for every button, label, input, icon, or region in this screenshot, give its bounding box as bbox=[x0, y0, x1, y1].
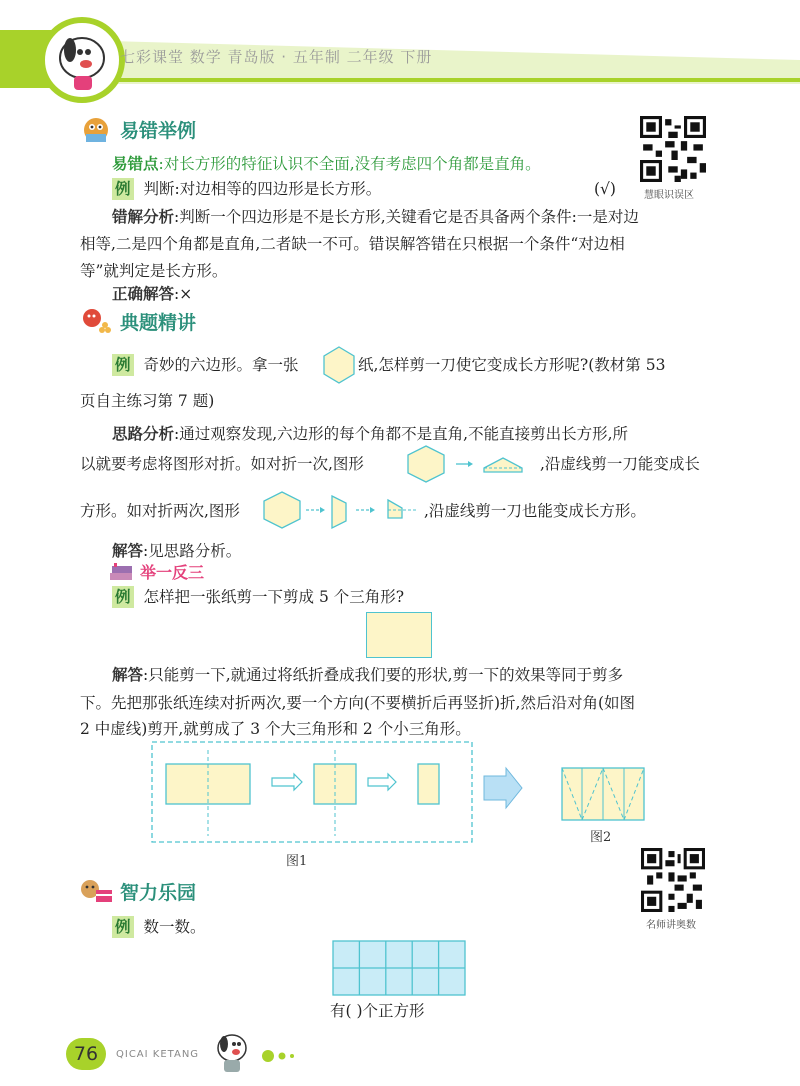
mistake-example bbox=[112, 176, 381, 203]
classic-thinking-text: :通过观察发现,六边形的每个角都不是直角,不能直接剪出长方形,所 bbox=[174, 425, 629, 443]
classic-example-text-a: 奇妙的六边形。拿一张 bbox=[143, 356, 299, 374]
classic-thinking-line1 bbox=[112, 421, 628, 448]
section-mistakes-title: 易错举例 bbox=[120, 119, 197, 142]
mistake-point-text: :对长方形的特征认识不全面,没有考虑四个角都是直角。 bbox=[158, 155, 541, 173]
figure1-label: 图1 bbox=[286, 854, 308, 869]
classic-thinking-line2a: 以就要考虑将图形对折。如对折一次,图形 bbox=[80, 455, 364, 473]
fold-twice-diagram bbox=[262, 488, 422, 532]
folding-figures bbox=[150, 740, 650, 846]
extend-answer-line3: 2 中虚线)剪开,就剪成了 3 个大三角形和 2 个小三角形。 bbox=[80, 720, 471, 738]
page-number: 76 bbox=[66, 1038, 106, 1070]
dog-mascot-icon bbox=[210, 1030, 310, 1076]
classic-answer-label: 解答 bbox=[112, 542, 144, 560]
mistake-analysis-label: 错解分析 bbox=[112, 208, 175, 226]
qr-code-icon[interactable] bbox=[640, 116, 706, 182]
section-extend-title: 举一反三 bbox=[140, 563, 205, 582]
puzzle-answer-blank[interactable]: 有( )个正方形 bbox=[330, 1002, 425, 1020]
section-extend-head bbox=[108, 560, 204, 583]
qr-bottom-label: 名师讲奥数 bbox=[646, 920, 696, 931]
qr-top-label: 慧眼识误区 bbox=[644, 190, 694, 201]
extend-example bbox=[112, 584, 404, 611]
mistake-example-text: 判断:对边相等的四边形是长方形。 bbox=[143, 180, 382, 198]
extend-answer-line1 bbox=[112, 662, 623, 689]
section-puzzle-title: 智力乐园 bbox=[120, 881, 197, 904]
mistake-analysis-line1 bbox=[112, 204, 639, 231]
puzzle-example bbox=[112, 914, 206, 941]
section-classic-head bbox=[78, 306, 196, 336]
extend-answer-text: :只能剪一下,就通过将纸折叠成我们要的形状,剪一下的效果等同于剪多 bbox=[143, 666, 624, 684]
mistake-point bbox=[112, 151, 541, 178]
book-stack-icon bbox=[108, 561, 136, 583]
example-badge: 例 bbox=[112, 916, 134, 938]
mistake-analysis-line3: 等”就判定是长方形。 bbox=[80, 262, 228, 280]
apple-pyramid-icon bbox=[78, 306, 114, 336]
header-title: 七彩课堂 数学 青岛版 · 五年制 二年级 下册 bbox=[120, 48, 433, 66]
example-badge: 例 bbox=[112, 586, 134, 608]
classic-thinking-line2b: ,沿虚线剪一刀能变成长 bbox=[540, 455, 700, 473]
figure2-label: 图2 bbox=[590, 830, 612, 845]
paper-rectangle-figure bbox=[366, 612, 432, 658]
footer-brand: QICAI KETANG bbox=[116, 1049, 200, 1060]
fold-once-diagram bbox=[406, 442, 538, 486]
classic-example-text-b: 纸,怎样剪一刀使它变成长方形呢?(教材第 53 bbox=[358, 356, 666, 374]
mistake-point-label: 易错点 bbox=[112, 155, 159, 173]
mistake-example-mark: (√) bbox=[594, 180, 616, 198]
qr-code-icon[interactable] bbox=[640, 848, 706, 912]
owl-reading-icon bbox=[78, 114, 114, 144]
mistake-answer-label: 正确解答 bbox=[112, 285, 175, 303]
section-puzzle-head bbox=[78, 876, 196, 906]
extend-example-text: 怎样把一张纸剪一下剪成 5 个三角形? bbox=[143, 588, 405, 606]
section-classic-title: 典题精讲 bbox=[120, 311, 197, 334]
extend-answer-label: 解答 bbox=[112, 666, 144, 684]
mistake-analysis-text: :判断一个四边形是不是长方形,关键看它是否具备两个条件:一是对边 bbox=[174, 208, 639, 226]
mistake-analysis-line2: 相等,二是四个角都是直角,二者缺一不可。错误解答错在只根据一个条件“对边相 bbox=[80, 235, 625, 253]
classic-thinking-label: 思路分析 bbox=[112, 425, 175, 443]
extend-answer-line2: 下。先把那张纸连续对折两次,要一个方向(不要横折后再竖折)折,然后沿对角(如图 bbox=[80, 694, 635, 712]
classic-answer-text: :见思路分析。 bbox=[143, 542, 242, 560]
classic-thinking-line3a: 方形。如对折两次,图形 bbox=[80, 502, 240, 520]
mistake-answer-text: :× bbox=[174, 285, 193, 303]
classic-thinking-line3b: ,沿虚线剪一刀也能变成长方形。 bbox=[424, 502, 646, 520]
example-badge: 例 bbox=[112, 178, 134, 200]
bear-with-box-icon bbox=[78, 876, 114, 906]
square-grid-figure bbox=[332, 940, 466, 996]
section-mistakes-head bbox=[78, 114, 196, 144]
puzzle-example-text: 数一数。 bbox=[143, 918, 206, 936]
hexagon-figure bbox=[322, 345, 356, 385]
mistake-answer bbox=[112, 281, 192, 308]
classic-example-line2: 页自主练习第 7 题) bbox=[80, 392, 215, 410]
example-badge: 例 bbox=[112, 354, 134, 376]
classic-example bbox=[112, 352, 299, 379]
